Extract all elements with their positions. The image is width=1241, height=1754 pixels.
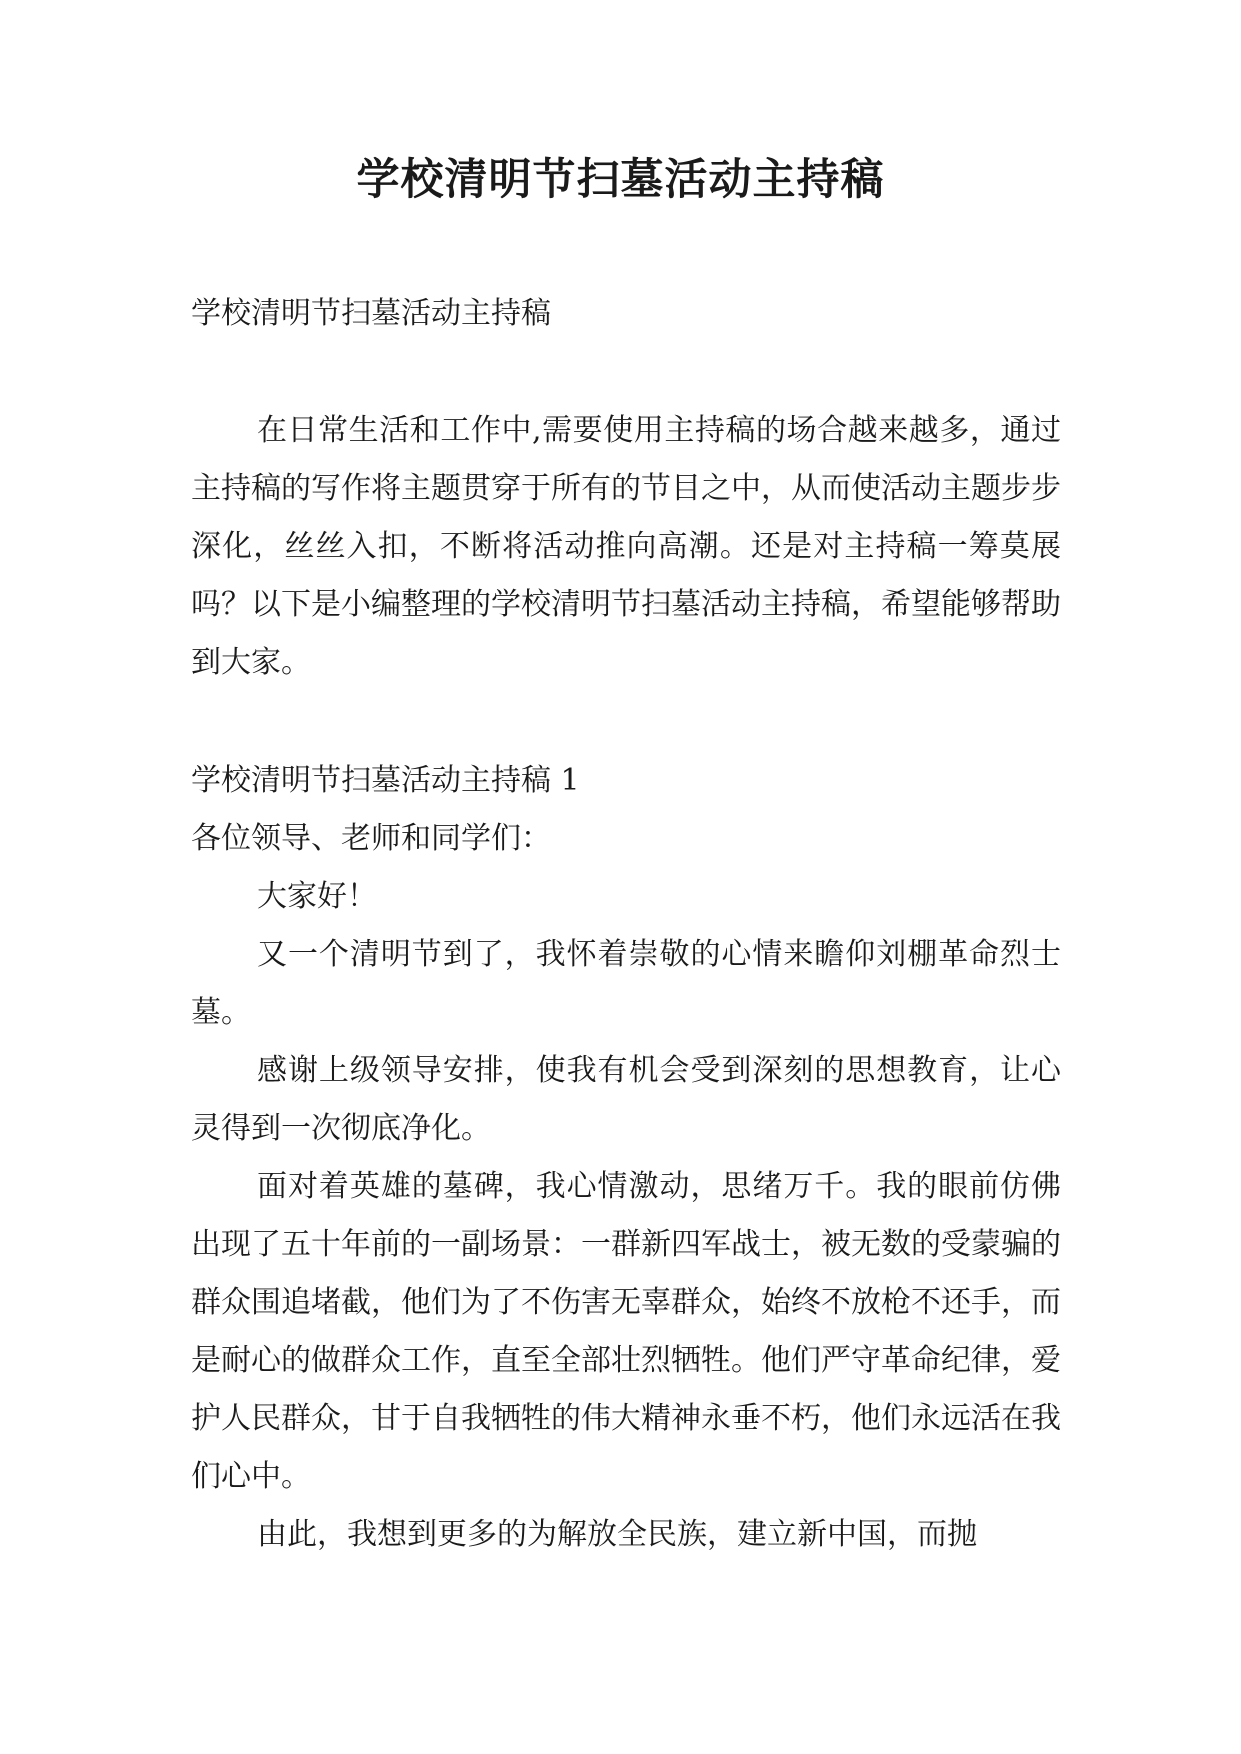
body-paragraph: 由此，我想到更多的为解放全民族，建立新中国，而抛 [257, 1517, 977, 1552]
section-1 [191, 752, 1061, 1564]
intro-block [191, 402, 1061, 692]
document-title: 学校清明节扫墓活动主持稿 [356, 155, 885, 205]
section-heading: 学校清明节扫墓活动主持稿 1 [191, 763, 580, 798]
body-paragraph: 面对着英雄的墓碑，我心情激动，思绪万千。我的眼前仿佛出现了五十年前的一副场景：一群新四军战士，被无数的受蒙骗的群众围追堵截，他们为了不伤害无辜群众，始终不放枪不还手，而是耐心的做群众工作，直至全部壮烈牺牲。他们严守革命纪律，爱护人民群众，甘于自我牺牲的伟大精神永垂不朽，他们永远活在我们心中。 [191, 1169, 1061, 1494]
intro-paragraph: 在日常生活和工作中,需要使用主持稿的场合越来越多，通过主持稿的写作将主题贯穿于所有的节目之中，从而使活动主题步步深化，丝丝入扣，不断将活动推向高潮。还是对主持稿一筹莫展吗？以下是小编整理的学校清明节扫墓活动主持稿，希望能够帮助到大家。 [191, 413, 1061, 680]
body-paragraph: 又一个清明节到了，我怀着崇敬的心情来瞻仰刘棚革命烈士墓。 [191, 937, 1061, 1030]
salutation: 各位领导、老师和同学们： [191, 821, 551, 856]
body-paragraph: 感谢上级领导安排，使我有机会受到深刻的思想教育，让心灵得到一次彻底净化。 [191, 1053, 1061, 1146]
greeting: 大家好！ [257, 879, 377, 914]
document-subtitle: 学校清明节扫墓活动主持稿 [191, 296, 551, 331]
